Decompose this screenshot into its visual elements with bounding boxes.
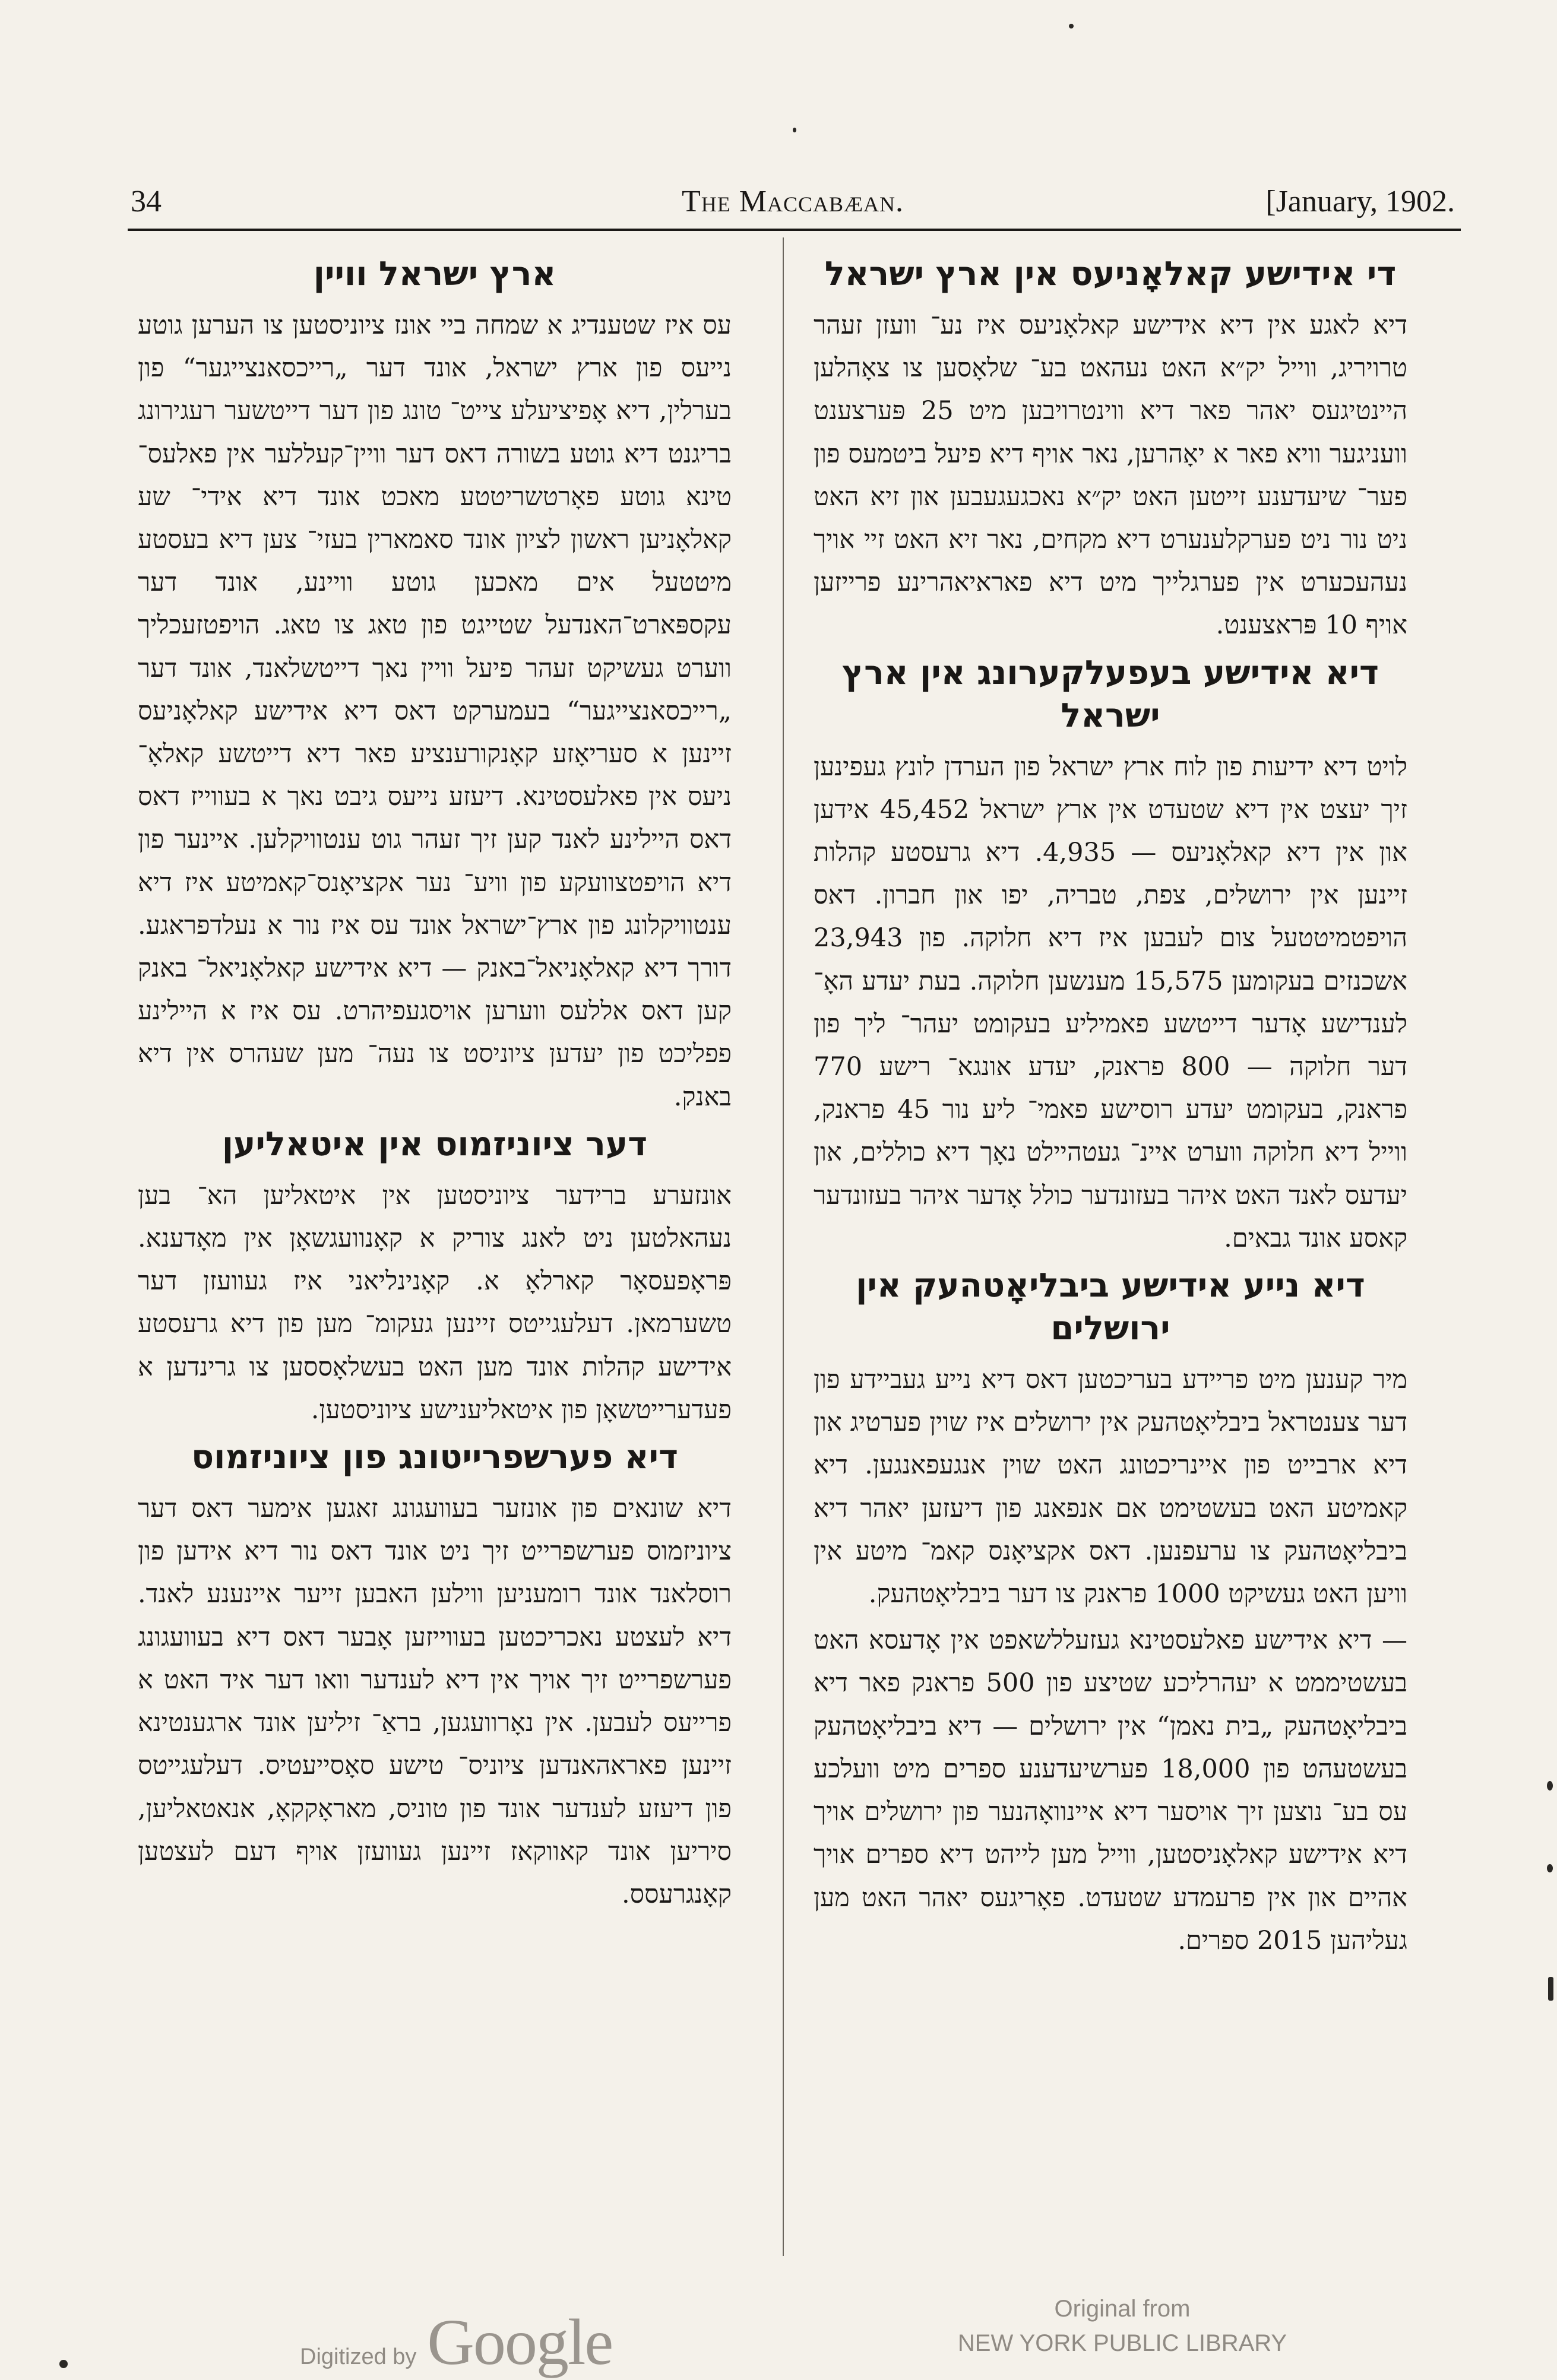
paragraph-italy: אונזערע ברידער ציוניסטען אין איטאליען הא־ בען נעהאלטען ניט לאנג צוריק א קאָנוועגשאָן אין מאָדענא. פּראָפעסאָר קארלאָ א. קאָנינליאני איז געוועזן דער טשערמאן. דעלעגייטס זיינען געקומ־ מען פון דיא גרעסטע אידישע קהלות אונד מען האט בעשלאָססען צו גרינדען א פעדערייטשאָן פון איטאליענישע ציוניסטען. [138, 1180, 732, 1425]
right-column [814, 248, 1407, 1966]
header-rule [128, 229, 1461, 231]
left-column [138, 248, 732, 1919]
scan-speck [793, 128, 796, 132]
digitized-label: Digitized by [300, 2344, 417, 2369]
issue-date: [January, 1902. [1265, 185, 1455, 218]
paragraph-library-2: — דיא אידישע פאלעסטינא געזעללשאפט אין אָדעסא האט בעשטיממט א יעהרליכע שטיצע פון 500 פראנק פאר דיא ביבליאָטהעק „בית נאמן“ אין ירושלים — דיא ביבליאָטהעק בעשטעהט פון 18,000 פערשיעדענע ספרים מיט וועלכע עס בע־ נוצען זיך אויסער דיא איינוואָהנער פון ירושלים אויך דיא אידישע קאלאָניסטען, ווייל מען לייהט דיא ספרים אויך אהיים און אין פרעמדע שטעדט. פאָריגעס יאהר האט מען געליהען 2015 ספרים. [814, 1625, 1407, 1956]
library-name: NEW YORK PUBLIC LIBRARY [957, 2330, 1287, 2356]
scan-speck [1547, 1864, 1553, 1872]
paragraph-spread: דיא שונאים פון אונזער בעוועגונג זאגען אימער דאס דער ציוניזמוס פערשפרייט זיך ניט אונד דאס נור דיא אידען פון רוסלאנד אונד רומעניען ווילען האבען זייער איינענע לאנד. דיא לעצטע נאכריכטען בעווייזען אָבער דאס דיא בעוועגונג פערשפרייט זיך אויך אין דיא לענדער וואו דער איד האט א פרייעס לעבען. אין נאָרוועגען, בראַ־ זיליען אונד ארגענטינא זיינען פאראהאנדען ציוניס־ טישע סאָסייעטיס. דעלעגייטס פון דיעזע לענדער אונד פון טוניס, מאראָקקאָ, אנאטאליען, סיריען אונד קאווקאז זיינען געוועזן אויף דעם לעצטען קאָנגרעסס. [138, 1494, 732, 1909]
digitized-by-watermark [300, 2305, 612, 2380]
original-from-label: Original from [1054, 2296, 1191, 2322]
heading-italy: דער ציוניזמוס אין איטאליען [221, 1124, 648, 1164]
scan-speck [1548, 1977, 1553, 2001]
paragraph-colonies: דיא לאגע אין דיא אידישע קאלאָניעס איז נע־ וועזן זעהר טרויריג, ווייל יק״א האט נעהאט בע־ שלאָסען צו צאָהלען היינטיגעס יאהר פאר דיא ווינטרויבען מיט 25 פּערצענט וועניגער וויא פאר א יאָהרען, נאר אויף דיא פיעל ביטמעס פון פער־ שיעדענע זייטען האט יק״א נאכגעגעבען און זיא האט ניט נור ניט פערקלענערט דיא מקחים, נאר זיא האט זיי אויך נעהעכערט אין פערגלייך מיט דיא פאראיאהרינע פרייזען אויף 10 פּראצענט. [814, 310, 1407, 641]
heading-spread: דיא פערשפרייטונג פון ציוניזמוס [191, 1438, 678, 1477]
heading-population: דיא אידישע בעפעלקערונג אין ארץ ישראל [842, 653, 1379, 735]
page-number: 34 [131, 185, 162, 218]
heading-library: דיא נייע אידישע ביבליאָטהעק אין ירושלים [856, 1266, 1365, 1348]
paragraph-library-1: מיר קענען מיט פריידע בעריכטען דאס דיא נייע געביידע פון דער צענטראל ביבליאָטהעק אין ירושלים איז שוין פערטיג און דיא ארבייט פון איינריכטונג האט שוין אנגעפאנגען. דיא קאמיטע האט בעשטימט אם אנפאנג פון דיעזען יאהר דיא ביבליאָטהעק צו ערעפנען. דאס אקציאָנס קאמ־ מיטע אין וויען האט געשיקט 1000 פראנק צו דער ביבליאָטהעק. [814, 1365, 1407, 1609]
paragraph-wine: עס איז שטענדיג א שמחה ביי אונז ציוניסטען צו הערען גוטע נייעס פון ארץ ישראל, אונד דער „רייכסאנצייגער“ פון בערלין, דיא אָפיציעלע צייט־ טונג פון דער דייטשער רעגירונג בריגנט דיא גוטע בשורה דאס דער וויין־קעללער אין פאלעס־ טינא גוטע פאָרטשריטטע מאכט אונד דיא אידי־ שע קאלאָניען ראשון לציון אונד סאמארין בעזי־ צען דיא בעסטע מיטטעל אים מאכען גוטע וויינע, אונד דער עקספּארט־האנדעל שטייגט פון טאג צו טאג. הויפטזעכליך ווערט געשיקט זעהר פיעל וויין נאך דייטשלאנד, אונד דער „רייכסאנצייגער“ בעמערקט דאס דיא אידישע קאלאָניעס זיינען א סעריאָזע קאָנקורענציע פאר דיא דייטשע קאלאָ־ ניעס אין פאלעסטינא. דיעזע נייעס גיבט נאך א בעווייז דאס דאס היילינע לאנד קען זיך זעהר גוט ענטוויקלען. איינער פון דיא הויפטצוועקע פון וויע־ נער אקציאָנס־קאמיטע איז דיא ענטוויקלונג פון ארץ־ישראל אונד עס איז נור א נעלדפראגע. דורך דיא קאלאָניאל־באנק — דיא אידישע קאלאָניאל־ באנק קען דאס אללעס ווערען אויסגעפיהרט. עס איז א היילינע פפליכט פון יעדען ציוניסט צו נעה־ מען שעהרס אין דיא באנק. [138, 310, 732, 1112]
scan-speck [59, 2360, 68, 2368]
library-watermark [909, 2292, 1336, 2360]
scan-speck [1069, 24, 1074, 28]
heading-wine: ארץ ישראל וויין [313, 255, 556, 293]
heading-colonies: די אידישע קאלאָניעס אין ארץ ישראל [824, 255, 1397, 293]
scan-speck [1547, 1781, 1553, 1790]
column-divider [783, 237, 784, 2256]
google-logo: Google [427, 2306, 613, 2378]
running-header [131, 178, 1455, 226]
paragraph-population: לויט דיא ידיעות פון לוח ארץ ישראל פון הערדן לונץ געפינען זיך יעצט אין דיא שטעדט אין ארץ ישראל 45,452 אידען און אין דיא קאלאָניעס — 4,935. דיא גרעסטע קהלות זיינען אין ירושלים, צפת, טבריה, יפו און חברון. דאס הויפטמיטטעל צום לעבען איז דיא חלוקה. פון 23,943 אשכנזים בעקומען 15,575 מענשען חלוקה. בעת יעדע האָ־ לענדישע אָדער דייטשע פאמיליע בעקומט יעהר־ ליך פון דער חלוקה — 800 פראנק, יעדע אונגא־ רישע 770 פראנק, בעקומט יעדע רוסישע פאמי־ ליע נור 45 פראנק, ווייל דיא חלוקה ווערט איינ־ געטהיילט נאָך דיא כוללים, און יעדעס לאנד האט איהר בעזונדער כולל אָדער איהר בעזונדער קאסע אונד גבאים. [814, 752, 1407, 1253]
journal-title: The Maccabæan. [681, 185, 904, 218]
